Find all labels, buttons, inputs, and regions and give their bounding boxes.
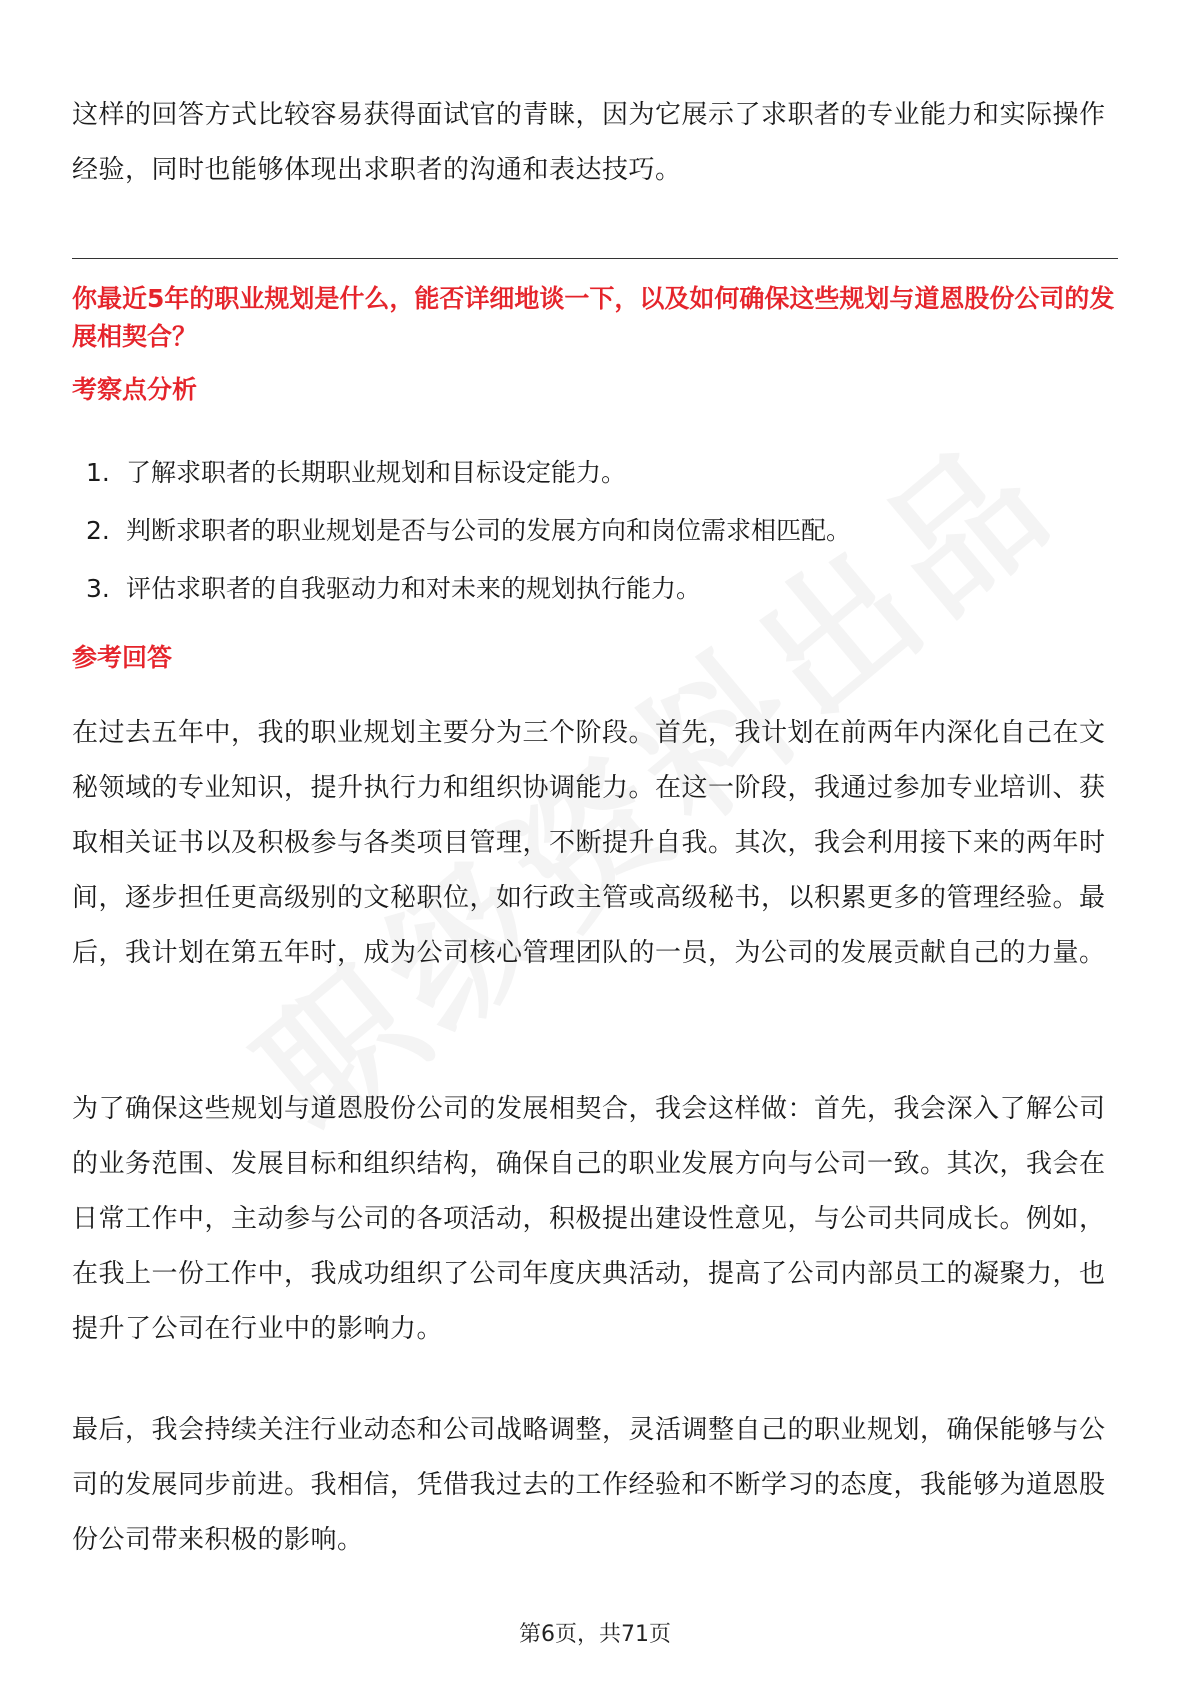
list-item-number: 1.: [86, 458, 110, 487]
document-page: [72, 0, 1118, 1684]
answer-paragraph: 最后，我会持续关注行业动态和公司战略调整，灵活调整自己的职业规划，确保能够与公司的发展同步前进。我相信，凭借我过去的工作经验和不断学习的态度，我能够为道恩股份公司带来积极的影响。: [72, 1415, 1106, 1555]
answer-paragraph: 在过去五年中，我的职业规划主要分为三个阶段。首先，我计划在前两年内深化自己在文秘领域的专业知识，提升执行力和组织协调能力。在这一阶段，我通过参加专业培训、获取相关证书以及积极参与各类项目管理，不断提升自我。其次，我会利用接下来的两年时间，逐步担任更高级别的文秘职位，如行政主管或高级秘书，以积累更多的管理经验。最后，我计划在第五年时，成为公司核心管理团队的一员，为公司的发展贡献自己的力量。: [72, 718, 1106, 968]
list-item-text: 评估求职者的自我驱动力和对未来的规划执行能力。: [126, 574, 702, 603]
list-item: [86, 502, 1116, 560]
list-item-text: 判断求职者的职业规划是否与公司的发展方向和岗位需求相匹配。: [126, 516, 852, 545]
intro-paragraph: 这样的回答方式比较容易获得面试官的青睐，因为它展示了求职者的专业能力和实际操作经验，同时也能够体现出求职者的沟通和表达技巧。: [72, 100, 1106, 185]
list-item: [86, 560, 1116, 618]
answer-heading: 参考回答: [72, 643, 173, 672]
answer-paragraph: 为了确保这些规划与道恩股份公司的发展相契合，我会这样做：首先，我会深入了解公司的业务范围、发展目标和组织结构，确保自己的职业发展方向与公司一致。其次，我会在日常工作中，主动参与公司的各项活动，积极提出建设性意见，与公司共同成长。例如，在我上一份工作中，我成功组织了公司年度庆典活动，提高了公司内部员工的凝聚力，也提升了公司在行业中的影响力。: [72, 1094, 1106, 1344]
question-heading: 你最近5年的职业规划是什么，能否详细地谈一下，以及如何确保这些规划与道恩股份公司的发展相契合？: [72, 284, 1115, 351]
analysis-points: [86, 444, 1116, 618]
list-item-number: 2.: [86, 516, 110, 545]
list-item: [86, 444, 1116, 502]
analysis-heading: 考察点分析: [72, 375, 198, 404]
list-item-number: 3.: [86, 574, 110, 603]
list-item-text: 了解求职者的长期职业规划和目标设定能力。: [126, 458, 627, 487]
page-number: 第6页，共71页: [519, 1622, 671, 1647]
section-divider: [72, 258, 1118, 259]
